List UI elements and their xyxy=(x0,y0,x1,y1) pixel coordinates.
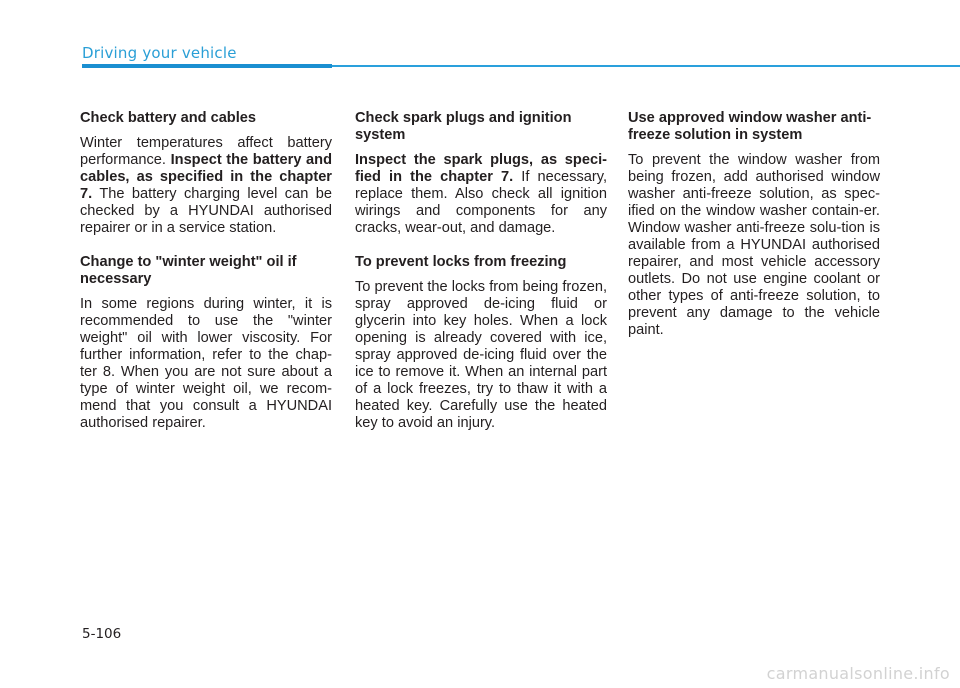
text-spark-instruction: Inspect the spark plugs, as speci-fied in the chapter 7. xyxy=(355,152,607,185)
column-middle xyxy=(355,110,607,432)
paragraph-battery xyxy=(80,135,332,237)
heading-spark-plugs: Check spark plugs and ignition system xyxy=(355,110,572,143)
text-battery-note: The battery charging level can be checked by a HYUNDAI authorised repairer or in a service station. xyxy=(80,186,332,236)
heading-washer: Use approved window washer anti-freeze solution in system xyxy=(628,110,872,143)
text-battery-intro: Winter temperatures affect battery performance. xyxy=(80,135,332,168)
heading-locks: To prevent locks from freezing xyxy=(355,254,567,270)
column-left xyxy=(80,110,332,432)
paragraph-winter-oil: In some regions during winter, it is recommended to use the "winter weight" oil with lower viscosity. For further information, refer to the chap-ter 8. When you are not sure about a type of winter weight oil, we recom-mend that you consult a HYUNDAI authorised repairer. xyxy=(80,296,332,431)
header-rule-thick xyxy=(82,64,332,68)
column-right xyxy=(628,110,880,339)
heading-battery: Check battery and cables xyxy=(80,110,257,126)
section-title: Driving your vehicle xyxy=(82,44,237,62)
text-battery-instruction: Inspect the battery and cables, as specified in the chapter 7. xyxy=(80,152,332,202)
paragraph-locks: To prevent the locks from being frozen, spray approved de-icing fluid or glycerin into key holes. When a lock opening is already covered with ice, spray approved de-icing fluid over the ice to remove it. When an internal part of a lock freezes, try to thaw it with a heated key. Carefully use the heated key to avoid an injury. xyxy=(355,279,607,431)
text-spark-note: If necessary, replace them. Also check all ignition wirings and components for any cracks, wear-out, and damage. xyxy=(355,169,607,236)
heading-winter-oil: Change to "winter weight" oil if necessary xyxy=(80,254,297,287)
paragraph-washer: To prevent the window washer from being frozen, add authorised window washer anti-freeze solution, as spec-ified on the window washer contain-er. Window washer anti-freeze solu-tion is available from a HYUNDAI authorised repairer, and most vehicle accessory outlets. Do not use engine coolant or other types of anti-freeze solution, to prevent any damage to the vehicle paint. xyxy=(628,152,880,338)
watermark-logo: carmanualsonline.info xyxy=(766,664,950,683)
page-number: 5-106 xyxy=(82,626,122,642)
header-rule-thin xyxy=(332,65,960,67)
paragraph-spark-plugs xyxy=(355,152,607,237)
